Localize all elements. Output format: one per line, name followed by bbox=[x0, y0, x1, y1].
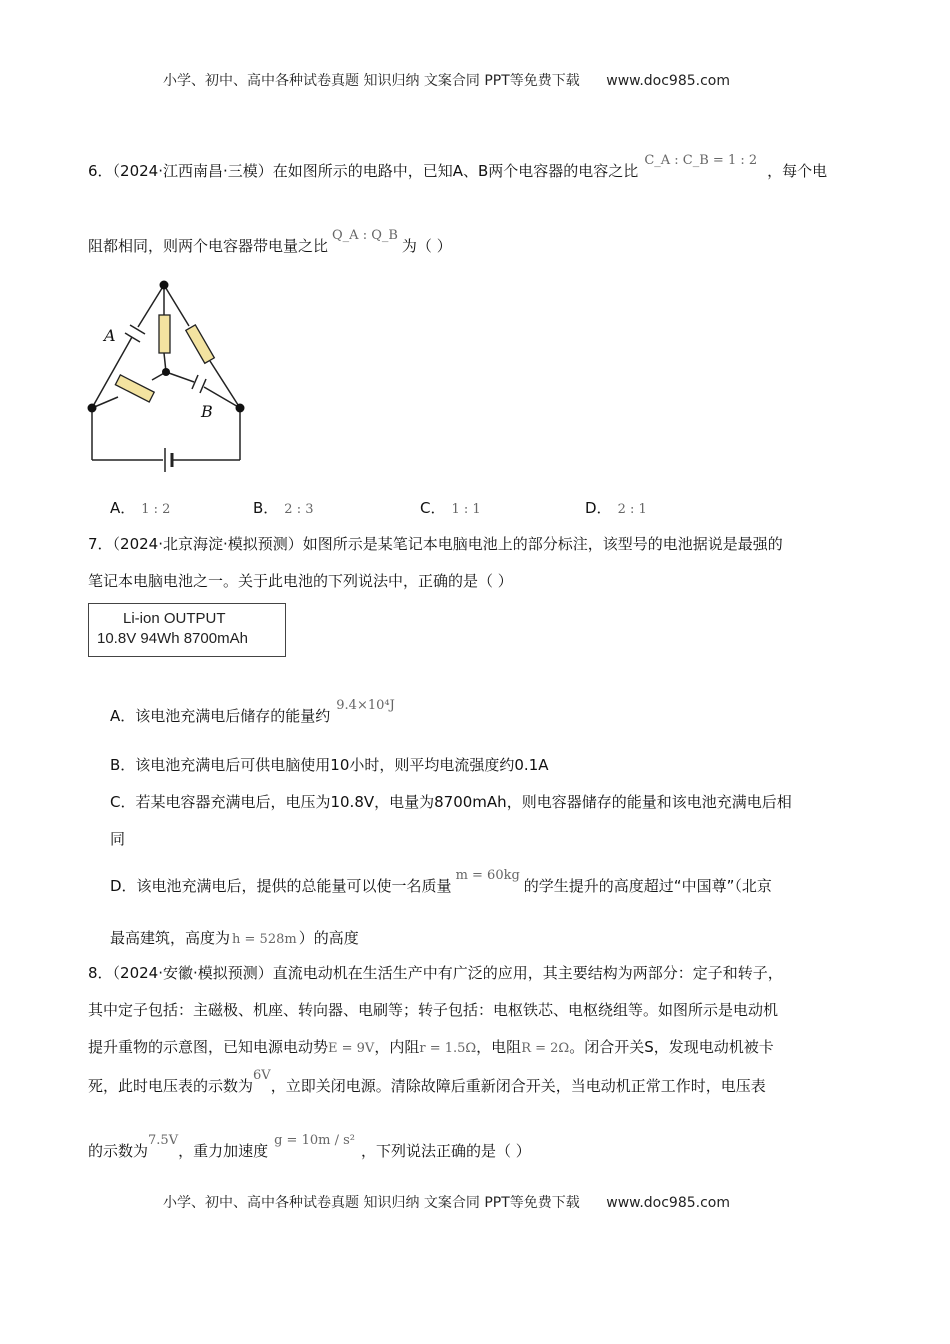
q6-option-b[interactable] bbox=[253, 497, 313, 518]
battery-label-line2: 10.8V 94Wh 8700mAh bbox=[97, 630, 248, 647]
q7-option-a-text: A．该电池充满电后储存的能量约 bbox=[110, 707, 331, 725]
q6-number: 6． bbox=[88, 162, 113, 180]
q7-option-d-end2: ）的高度 bbox=[298, 929, 359, 947]
q6-ratio-c: C_A : C_B = 1 : 2 bbox=[644, 153, 758, 168]
battery-label-line1: Li-ion OUTPUT bbox=[123, 610, 226, 627]
option-letter: D． bbox=[585, 499, 612, 517]
option-letter: A． bbox=[110, 499, 136, 517]
q7-option-d-text2: 最高建筑，高度为 bbox=[110, 929, 231, 947]
resistor-left-center bbox=[115, 375, 154, 402]
q8-line2 bbox=[88, 999, 778, 1020]
option-letter: C． bbox=[420, 499, 446, 517]
q8-line1-text: （2024·安徽·模拟预测）直流电动机在生活生产中有广泛的应用，其主要结构为两部分：定子和转子， bbox=[112, 964, 783, 982]
option-value: 2 : 1 bbox=[617, 502, 647, 517]
q8-line3 bbox=[88, 1036, 774, 1057]
footer-text: 小学、初中、高中各种试卷真题 知识归纳 文案合同 PPT等免费下载 bbox=[163, 1195, 580, 1211]
page-header bbox=[163, 70, 730, 90]
q6-line2-end: 为（ ） bbox=[401, 237, 452, 255]
q8-math-big-r: R = 2Ω bbox=[521, 1041, 570, 1056]
option-value: 2 : 3 bbox=[284, 502, 314, 517]
q6-option-a[interactable] bbox=[110, 497, 170, 518]
capacitor-a-plate2 bbox=[125, 333, 140, 342]
q8-line3-b: ，内阻 bbox=[374, 1038, 420, 1056]
q7-number: 7． bbox=[88, 535, 113, 553]
q8-math-7-5v: 7.5V bbox=[148, 1133, 179, 1148]
q8-line3-c: ，电阻 bbox=[476, 1038, 522, 1056]
q6-line1-text: （2024·江西南昌·三模）在如图所示的电路中，已知A、B两个电容器的电容之比 bbox=[112, 162, 639, 180]
q8-number: 8． bbox=[88, 964, 113, 982]
q6-option-d[interactable] bbox=[585, 497, 647, 518]
q7-option-d-cont bbox=[110, 927, 359, 948]
q6-line2 bbox=[88, 228, 452, 256]
q7-option-d-end: 的学生提升的高度超过“中国尊”（北京 bbox=[523, 877, 772, 895]
label-b: B bbox=[201, 402, 213, 421]
q6-option-c[interactable] bbox=[420, 497, 481, 518]
q8-line4-b: ，立即关闭电源。清除故障后重新闭合开关，当电动机正常工作时，电压表 bbox=[270, 1077, 766, 1095]
q6-line2-text: 阻都相同，则两个电容器带电量之比 bbox=[88, 237, 329, 255]
q8-math-e: E = 9V bbox=[328, 1041, 375, 1056]
capacitor-a-plate1 bbox=[130, 325, 145, 334]
q8-line4-a: 死，此时电压表的示数为 bbox=[88, 1077, 254, 1095]
q8-line5 bbox=[88, 1133, 531, 1161]
capacitor-b-plate2 bbox=[200, 379, 206, 393]
q7-option-a-math: 9.4×10⁴J bbox=[336, 698, 395, 713]
q8-math-r: r = 1.5Ω bbox=[419, 1041, 477, 1056]
q7-option-c[interactable] bbox=[110, 791, 792, 812]
battery-label-box bbox=[88, 603, 286, 657]
q6-ratio-q: Q_A : Q_B bbox=[332, 228, 398, 243]
option-letter: B． bbox=[253, 499, 279, 517]
header-text: 小学、初中、高中各种试卷真题 知识归纳 文案合同 PPT等免费下载 bbox=[163, 73, 580, 89]
node-left bbox=[88, 404, 97, 413]
resistor-top-center bbox=[159, 315, 170, 353]
q7-option-d[interactable] bbox=[110, 868, 772, 896]
circuit-diagram bbox=[80, 275, 260, 475]
header-url[interactable]: www.doc985.com bbox=[606, 73, 730, 89]
q7-line1 bbox=[88, 533, 783, 554]
node-center bbox=[162, 368, 170, 376]
q8-line2-text: 其中定子包括：主磁极、机座、转向器、电刷等；转子包括：电枢铁芯、电枢绕组等。如图所示是电动机 bbox=[88, 1001, 779, 1019]
q7-option-a[interactable] bbox=[110, 698, 395, 726]
q8-line3-d: 。闭合开关S，发现电动机被卡 bbox=[569, 1038, 774, 1056]
q7-line1-text: （2024·北京海淀·模拟预测）如图所示是某笔记本电脑电池上的部分标注，该型号的电池据说是最强的 bbox=[112, 535, 783, 553]
q7-option-b-text: B．该电池充满电后可供电脑使用10小时，则平均电流强度约0.1A bbox=[110, 756, 549, 774]
q7-line2 bbox=[88, 570, 513, 591]
q8-line5-a: 的示数为 bbox=[88, 1142, 149, 1160]
node-top bbox=[160, 281, 169, 290]
option-value: 1 : 1 bbox=[451, 502, 481, 517]
q7-option-c-cont bbox=[110, 828, 125, 849]
q8-math-6v: 6V bbox=[253, 1068, 271, 1083]
page-footer bbox=[163, 1192, 730, 1212]
q8-line3-a: 提升重物的示意图，已知电源电动势 bbox=[88, 1038, 329, 1056]
node-right bbox=[236, 404, 245, 413]
q7-option-d-math2: h = 528m bbox=[232, 932, 297, 947]
q7-option-b[interactable] bbox=[110, 754, 549, 775]
q8-line5-b: ，重力加速度 bbox=[178, 1142, 269, 1160]
option-value: 1 : 2 bbox=[141, 502, 171, 517]
q6-line1 bbox=[88, 153, 828, 181]
q7-option-c-text: C．若某电容器充满电后，电压为10.8V，电量为8700mAh，则电容器储存的能量和该电池充满电后相 bbox=[110, 793, 792, 811]
q7-option-d-math: m = 60kg bbox=[455, 868, 520, 883]
q7-option-c-text2: 同 bbox=[110, 830, 126, 848]
q7-option-d-text: D．该电池充满电后，提供的总能量可以使一名质量 bbox=[110, 877, 452, 895]
q8-line5-c: ，下列说法正确的是（ ） bbox=[360, 1142, 531, 1160]
q8-line4 bbox=[88, 1068, 766, 1096]
footer-url[interactable]: www.doc985.com bbox=[606, 1195, 730, 1211]
q7-line2-text: 笔记本电脑电池之一。关于此电池的下列说法中，正确的是（ ） bbox=[88, 572, 513, 590]
q8-line1 bbox=[88, 962, 783, 983]
q8-math-g: g = 10m / s² bbox=[274, 1133, 355, 1148]
q6-line1-end: ，每个电 bbox=[767, 162, 828, 180]
label-a: A bbox=[104, 326, 116, 345]
resistor-right bbox=[186, 325, 215, 363]
